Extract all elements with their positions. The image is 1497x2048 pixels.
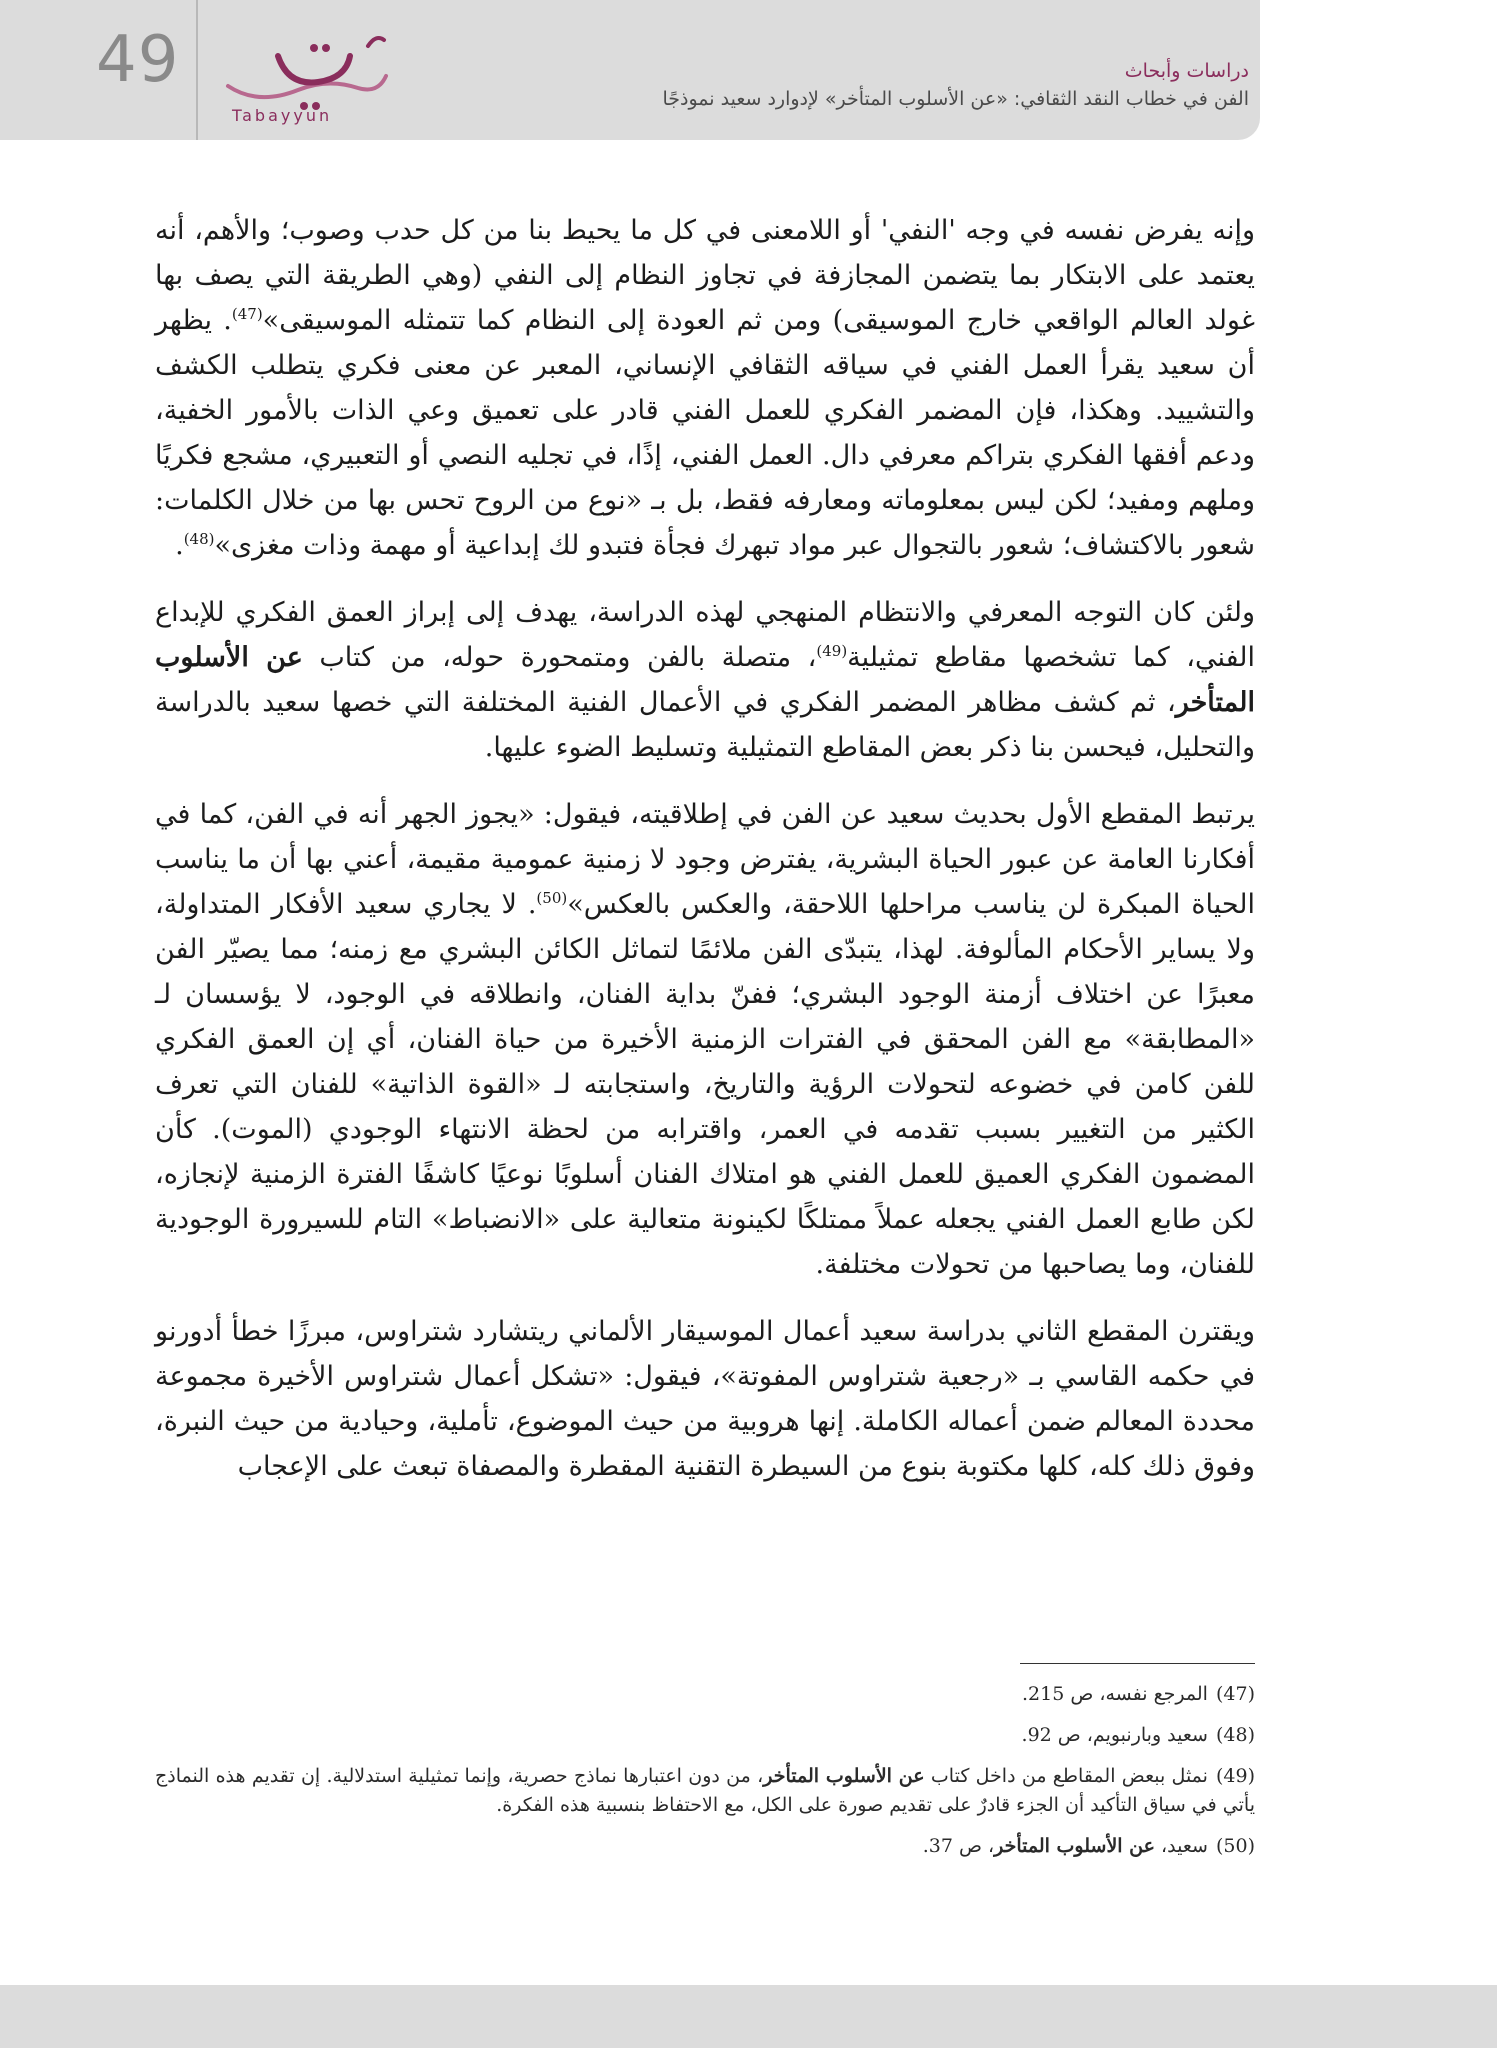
header-divider: [196, 0, 198, 140]
paragraph-1: وإنه يفرض نفسه في وجه 'النفي' أو اللامعنى في كل ما يحيط بنا من كل حدب وصوب؛ والأهم، أنه يعتمد على الابتكار بما يتضمن المجازفة في تجاوز النظام إلى النفي (وهي الطريقة التي يصف بها غولد العالم الواقعي خارج الموسيقى) ومن ثم العودة إلى النظام كما تتمثله الموسيقى»$^{(47)}$. يظهر أن سعيد يقرأ العمل الفني في سياقه الثقافي الإنساني، المعبر عن معنى فكري يتطلب الكشف والتشييد. وهكذا، فإن المضمر الفكري للعمل الفني قادر على تعميق وعي الذات بالأمور الخفية، ودعم أفقها الفكري بتراكم معرفي دال. العمل الفني، إذًا، في تجليه النصي أو التعبيري، مشجع فكريًا وملهم ومفيد؛ لكن ليس بمعلوماته ومعارفه فقط، بل بـ «نوع من الروح تحس بها من خلال الكلمات: شعور بالاكتشاف؛ شعور بالتجوال عبر مواد تبهرك فجأة فتبدو لك إبداعية أو مهمة وذات مغزى»$^{(48)}$.: [155, 215, 1256, 561]
section-label: دراسات وأبحاث: [1124, 60, 1249, 82]
page-footer-band: [0, 1985, 1497, 2048]
footnote-ref-50[interactable]: (50): [536, 889, 568, 907]
footnote-ref-48[interactable]: (48): [183, 530, 215, 548]
footnote-ref-47[interactable]: (47): [231, 305, 263, 323]
footnote-ref-49[interactable]: (49): [816, 642, 848, 660]
paragraph-3: يرتبط المقطع الأول بحديث سعيد عن الفن في إطلاقيته، فيقول: «يجوز الجهر أنه في الفن، كما في أفكارنا العامة عن عبور الحياة البشرية، يفترض وجود لا زمنية عمومية مقيمة، أعني بها أن ما يناسب الحياة المبكرة لن يناسب مراحلها اللاحقة، والعكس بالعكس»$^{(50)}$. لا يجاري سعيد الأفكار المتداولة، ولا يساير الأحكام المألوفة. لهذا، يتبدّى الفن ملائمًا لتماثل الكائن البشري مع زمنه؛ مما يصيّر الفن معبرًا عن اختلاف أزمنة الوجود البشري؛ ففنّ بداية الفنان، وانطلاقه في الوجود، لا يؤسسان لـ «المطابقة» مع الفن المحقق في الفترات الزمنية الأخيرة من حياة الفنان، أي إن العمق الفكري للفن كامن في خضوعه لتحولات الرؤية والتاريخ، واستجابته لـ «القوة الذاتية» للفنان التي تعرف الكثير من التغيير بسبب تقدمه في العمر، واقترابه من لحظة الانتهاء الوجودي (الموت). كأن المضمون الفكري العميق للعمل الفني هو امتلاك الفنان أسلوبًا نوعيًا كاشفًا الفترة الزمنية لإنجازه، لكن طابع العمل الفني يجعله عملاً ممتلكًا لكينونة متعالية على «الانضباط» التام للسيرورة الوجودية للفنان، وما يصاحبها من تحولات مختلفة.: [155, 799, 1255, 1280]
paragraph-2: ولئن كان التوجه المعرفي والانتظام المنهجي لهذه الدراسة، يهدف إلى إبراز العمق الفكري للإبداع الفني، كما تشخصها مقاطع تمثيلية$^{(49)}$، متصلة بالفن ومتمحورة حوله، من كتاب عن الأسلوب المتأخر، ثم كشف مظاهر المضمر الفكري في الأعمال الفنية المختلفة التي خصها سعيد بالدراسة والتحليل، فيحسن بنا ذكر بعض المقاطع التمثيلية وتسليط الضوء عليها.: [155, 597, 1255, 763]
footnotes: [155, 1680, 1255, 1873]
footnote-50: (50)سعيد، عن الأسلوب المتأخر، ص 37.: [922, 1835, 1255, 1857]
paragraph-4: ويقترن المقطع الثاني بدراسة سعيد أعمال الموسيقار الألماني ريتشارد شتراوس، مبرزًا خطأ أدورنو في حكمه القاسي بـ «رجعية شتراوس المفوتة»، فيقول: «تشكل أعمال شتراوس الأخيرة مجموعة محددة المعالم ضمن أعماله الكاملة. إنها هروبية من حيث الموضوع، تأملية، وحيادية من حيث النبرة، وفوق ذلك كله، كلها مكتوبة بنوع من السيطرة التقنية المقطرة والمصفاة تبعث على الإعجاب: [155, 1316, 1255, 1482]
footnote-48: (48)سعيد وبارنبويم، ص 92.: [1021, 1724, 1255, 1746]
page-header-band: [0, 0, 1260, 140]
book-title: عن الأسلوب المتأخر: [155, 642, 1255, 718]
footnote-47: (47)المرجع نفسه، ص 215.: [1022, 1683, 1255, 1705]
article-body: [155, 208, 1255, 1511]
footnote-49: (49)نمثل ببعض المقاطع من داخل كتاب عن الأسلوب المتأخر، من دون اعتبارها نماذج حصرية، وإنما تمثيلية استدلالية. إن تقديم هذه النماذج يأتي في سياق التأكيد أن الجزء قادرٌ على تقديم صورة على الكل، مع الاحتفاظ بنسبية هذه الفكرة.: [155, 1765, 1255, 1816]
footnote-separator: [1020, 1663, 1255, 1664]
logo-latin-text: Tabayyun: [232, 106, 333, 125]
page-number: 49: [96, 23, 180, 97]
running-title: الفن في خطاب النقد الثقافي: «عن الأسلوب المتأخر» لإدوارد سعيد نموذجًا: [662, 88, 1249, 110]
